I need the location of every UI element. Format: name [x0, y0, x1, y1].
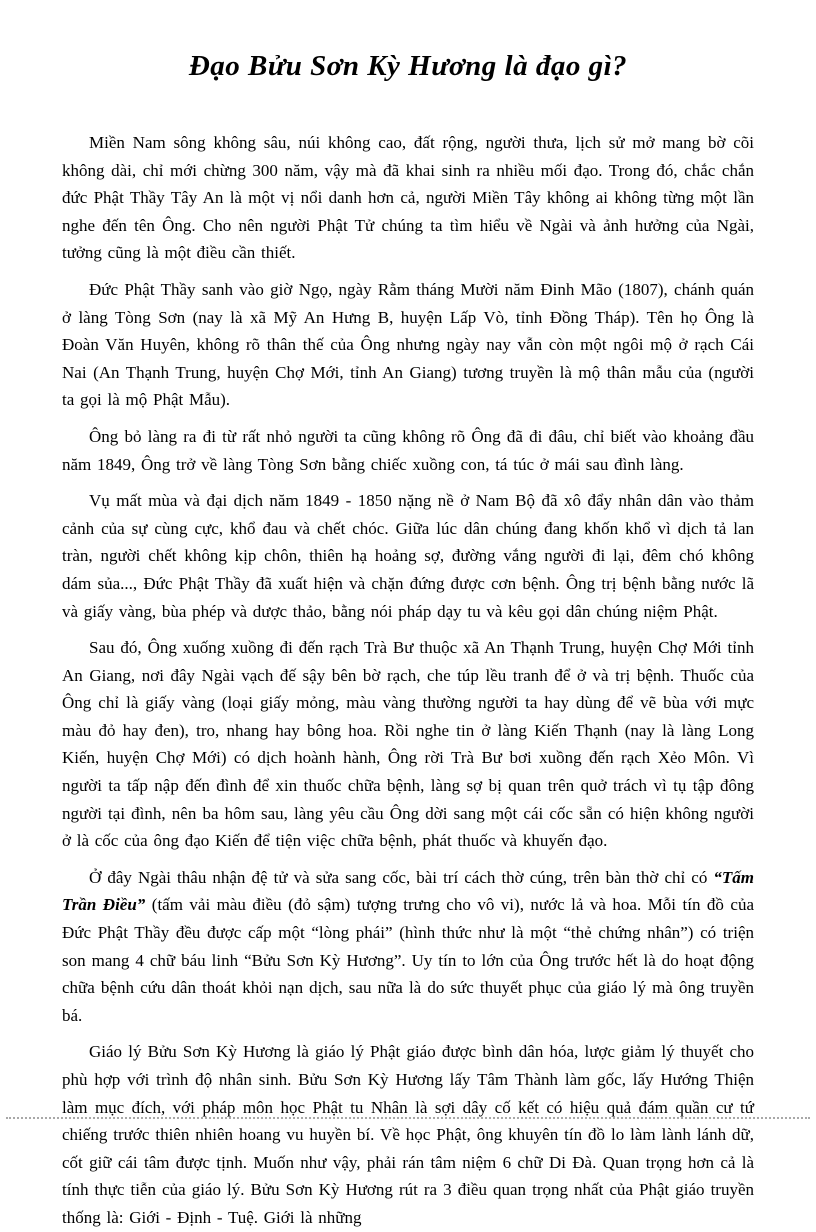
page-break-dotted-line — [6, 1117, 810, 1119]
document-title: Đạo Bửu Sơn Kỳ Hương là đạo gì? — [188, 50, 628, 82]
paragraph-6-emphasis-tam-tran-dieu: “Tấm Trần Điều” — [62, 867, 754, 915]
paragraph-6 — [62, 864, 754, 1030]
paragraph-2: Đức Phật Thầy sanh vào giờ Ngọ, ngày Rằm tháng Mười năm Đinh Mão (1807), chánh quán ở làng Tòng Sơn (nay là xã Mỹ An Hưng B, huyện Lấp Vò, tỉnh Đồng Tháp). Tên họ Ông là Đoàn Văn Huyên, không rõ thân thế của Ông nhưng ngày nay vẫn còn một ngôi mộ ở rạch Cái Nai (An Thạnh Trung, huyện Chợ Mới, tỉnh An Giang) tương truyền là mộ thân mẫu của (người ta gọi là mộ Phật Mẫu). — [62, 279, 754, 410]
paragraph-7: Giáo lý Bửu Sơn Kỳ Hương là giáo lý Phật giáo được bình dân hóa, lược giảm lý thuyết cho phù hợp với trình độ nhân sinh. Bửu Sơn Kỳ Hương lấy Tâm Thành làm gốc, lấy Hướng Thiện làm mục đích, với pháp môn học Phật tu Nhân là sợi dây cố kết có hiệu quả đám quần cư tứ chiếng trước thiên nhiên hoang vu huyền bí. Về học Phật, ông khuyên tín đồ lo làm lành lánh dữ, cốt giữ cái tâm được tịnh. Muốn như vậy, phải rán tâm niệm 6 chữ Di Đà. Quan trọng hơn cả là tính thực tiễn của giáo lý. Bửu Sơn Kỳ Hương rút ra 3 điều quan trọng nhất của Phật giáo truyền thống là: Giới - Định - Tuệ. Giới là những — [62, 1042, 754, 1227]
paragraph-5: Sau đó, Ông xuống xuồng đi đến rạch Trà Bư thuộc xã An Thạnh Trung, huyện Chợ Mới tỉnh An Giang, nơi đây Ngài vạch đế sậy bên bờ rạch, che túp lều tranh để ở và trị bệnh. Thuốc của Ông chỉ là giấy vàng (loại giấy mỏng, màu vàng thường người ta hay dùng để vẽ bùa với mực màu đỏ hay đen), tro, nhang hay bông hoa. Rồi nghe tin ở làng Kiến Thạnh (nay là làng Long Kiến, huyện Chợ Mới) có dịch hoành hành, Ông rời Trà Bư bơi xuồng đến rạch Xẻo Môn. Vì người ta tấp nập đến đình để xin thuốc chữa bệnh, làng sợ bị quan trên quở trách vì tụ tập đông người tại đình, nên ba hôm sau, làng yêu cầu Ông dời sang một cái cốc sẵn có hiện không người ở là cốc của ông đạo Kiến để tiện việc chữa bệnh, phát thuốc và khuyến đạo. — [62, 638, 754, 851]
paragraph-6-text-before: Ở đây Ngài thâu nhận đệ tử và sửa sang cốc, bài trí cách thờ cúng, trên bàn thờ chỉ có — [89, 867, 714, 887]
paragraph-6-text-after: (tấm vải màu điều (đỏ sậm) tượng trưng cho vô vi), nước lả và hoa. Mỗi tín đồ của Đức Phật Thầy đều được cấp một “lòng phái” (hình thức như là một “thẻ chứng nhân”) có triện son mang 4 chữ báu linh “Bửu Sơn Kỳ Hương”. Uy tín to lớn của Ông trước hết là do hoạt động chữa bệnh cứu dân thoát khỏi nạn dịch, sau nữa là do sức thuyết phục của giáo lý mà ông truyền bá. — [62, 895, 755, 1025]
paragraph-3: Ông bỏ làng ra đi từ rất nhỏ người ta cũng không rõ Ông đã đi đâu, chỉ biết vào khoảng đầu năm 1849, Ông trở về làng Tòng Sơn bằng chiếc xuồng con, tá túc ở mái sau đình làng. — [62, 426, 754, 474]
paragraph-1: Miền Nam sông không sâu, núi không cao, đất rộng, người thưa, lịch sử mở mang bờ cõi không dài, chỉ mới chừng 300 năm, vậy mà đã khai sinh ra nhiều mối đạo. Trong đó, chắc chắn đức Phật Thầy Tây An là một vị nổi danh hơn cả, người Miền Tây không ai không từng một lần nghe đến tên Ông. Cho nên người Phật Tử chúng ta tìm hiểu về Ngài và ảnh hưởng của Ngài, tưởng cũng là một điều cần thiết. — [62, 133, 754, 263]
paragraph-4: Vụ mất mùa và đại dịch năm 1849 - 1850 nặng nề ở Nam Bộ đã xô đẩy nhân dân vào thảm cảnh của sự cùng cực, khổ đau và chết chóc. Giữa lúc dân chúng đang khốn khổ vì dịch tả lan tràn, người chết không kịp chôn, thiên hạ hoảng sợ, đường vắng người đi lại, đêm chó không dám sủa..., Đức Phật Thầy đã xuất hiện và chặn đứng được cơn bệnh. Ông trị bệnh bằng nước lã và giấy vàng, bùa phép và dược thảo, bằng nói pháp dạy tu và kêu gọi dân chúng niệm Phật. — [62, 491, 754, 621]
